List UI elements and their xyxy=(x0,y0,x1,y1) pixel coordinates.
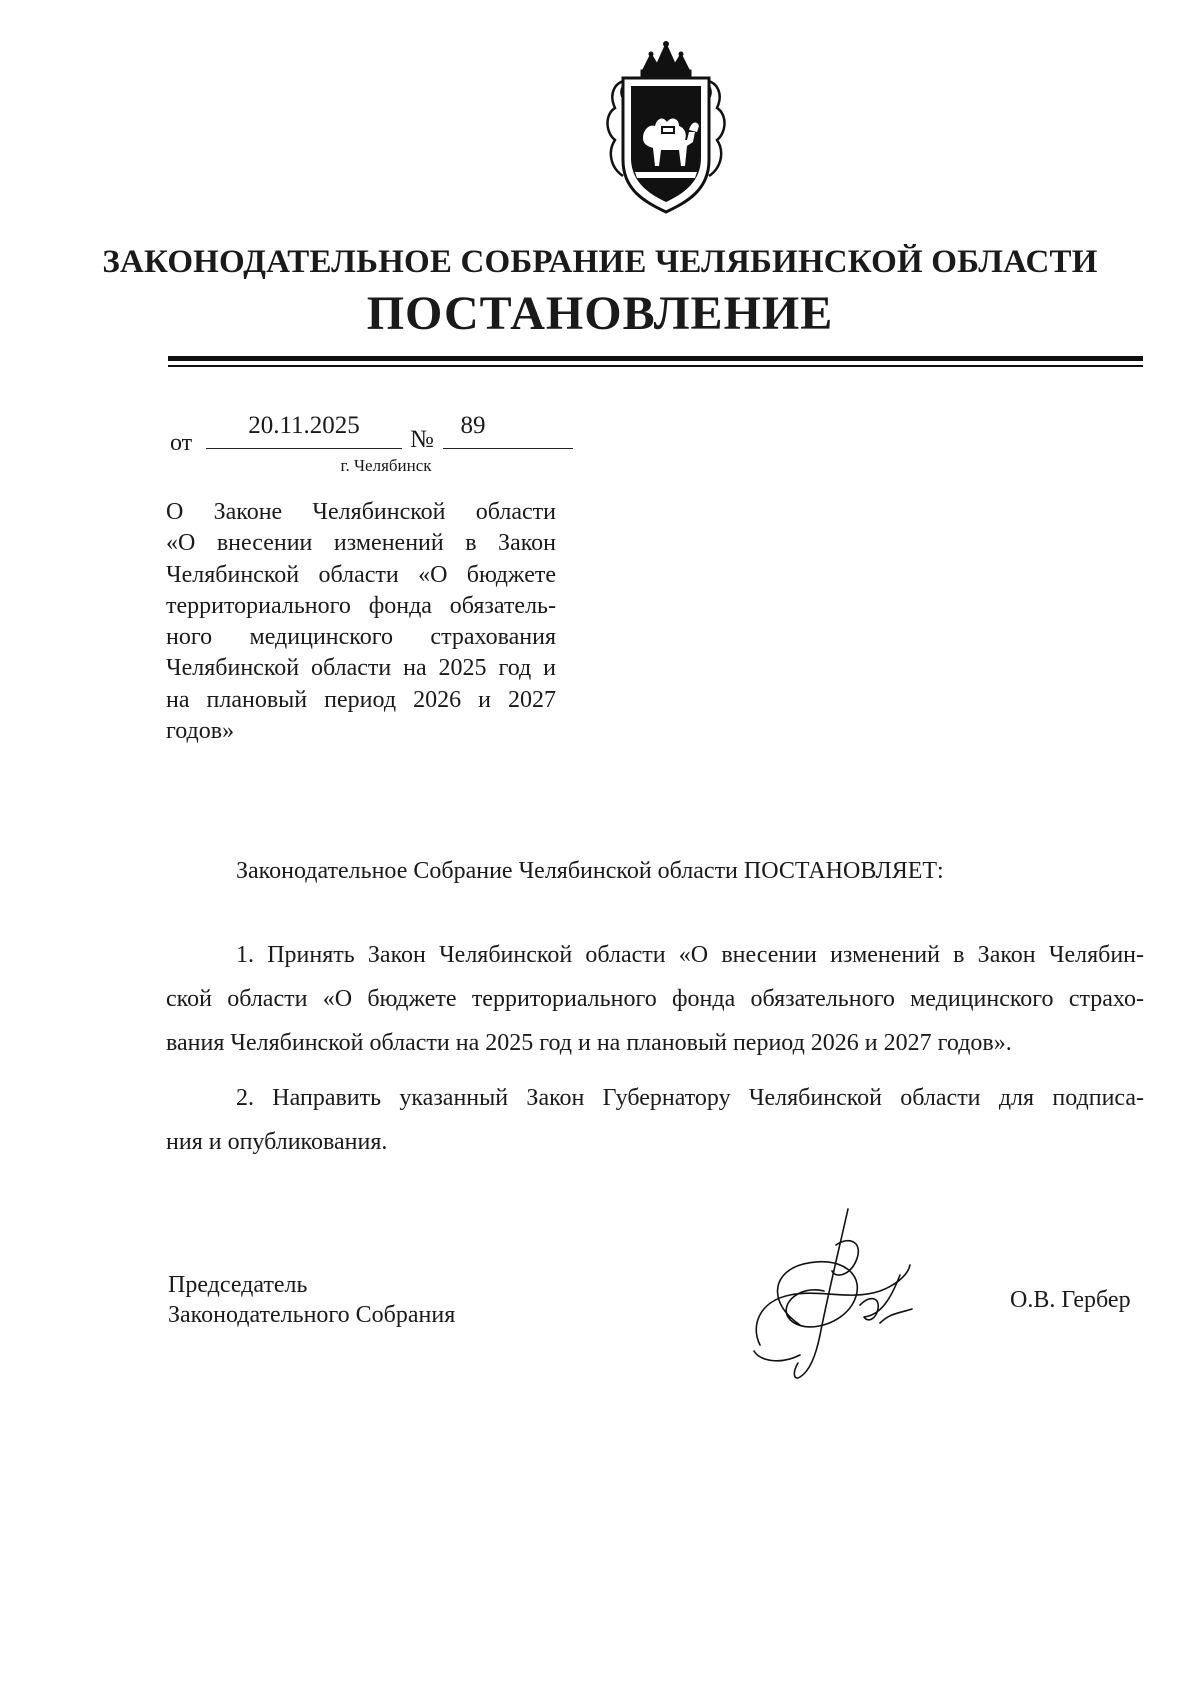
document-type: ПОСТАНОВЛЕНИЕ xyxy=(366,287,834,340)
header-divider-thin xyxy=(168,365,1143,367)
resolution-item-1-line: ской области «О бюджете территориального фонда обязательного медицинского страхо- xyxy=(166,986,1144,1012)
resolution-item-2-line: ния и опубликования. xyxy=(166,1129,388,1155)
resolution-item-2-line: 2. Направить указанный Закон Губернатору Челябинской области для подписа- xyxy=(236,1085,1144,1111)
subject-line: О Законе Челябинской области xyxy=(166,499,556,525)
subject-line: Челябинской области «О бюджете xyxy=(166,561,556,588)
organization-title: ЗАКОНОДАТЕЛЬНОЕ СОБРАНИЕ ЧЕЛЯБИНСКОЙ ОБЛАСТИ xyxy=(102,244,1098,280)
signatory-title xyxy=(168,1270,455,1330)
city: г. Челябинск xyxy=(340,456,432,475)
resolution-item-1-line: 1. Принять Закон Челябинской области «О внесении изменений в Закон Челябин- xyxy=(236,942,1144,968)
subject-line: территориального фонда обязатель- xyxy=(166,592,556,619)
number-underline xyxy=(443,448,573,449)
resolution-item-1-line: вания Челябинской области на 2025 год и на плановый период 2026 и 2027 годов». xyxy=(166,1030,1012,1056)
handwritten-signature xyxy=(740,1205,940,1390)
subject-line: ного медицинского страхования xyxy=(166,624,556,651)
header-divider xyxy=(168,356,1143,361)
document-subject xyxy=(166,497,556,747)
resolution-preamble: Законодательное Собрание Челябинской области ПОСТАНОВЛЯЕТ: xyxy=(236,858,944,884)
signatory-title-line: Председатель xyxy=(168,1272,308,1298)
subject-line: «О внесении изменений в Закон xyxy=(166,530,556,557)
signatory-name: О.В. Гербер xyxy=(1010,1287,1131,1313)
subject-line: на плановый период 2026 и 2027 xyxy=(166,686,556,713)
signatory-title-line: Законодательного Собрания xyxy=(168,1302,456,1328)
subject-line: годов» xyxy=(166,718,235,745)
number-label: № xyxy=(410,426,434,453)
date-underline xyxy=(206,448,402,449)
subject-line: Челябинской области на 2025 год и xyxy=(166,655,556,682)
document-number: 89 xyxy=(460,412,486,439)
coat-of-arms-icon xyxy=(591,40,741,220)
date-label: от xyxy=(170,430,193,456)
document-date: 20.11.2025 xyxy=(248,412,360,439)
